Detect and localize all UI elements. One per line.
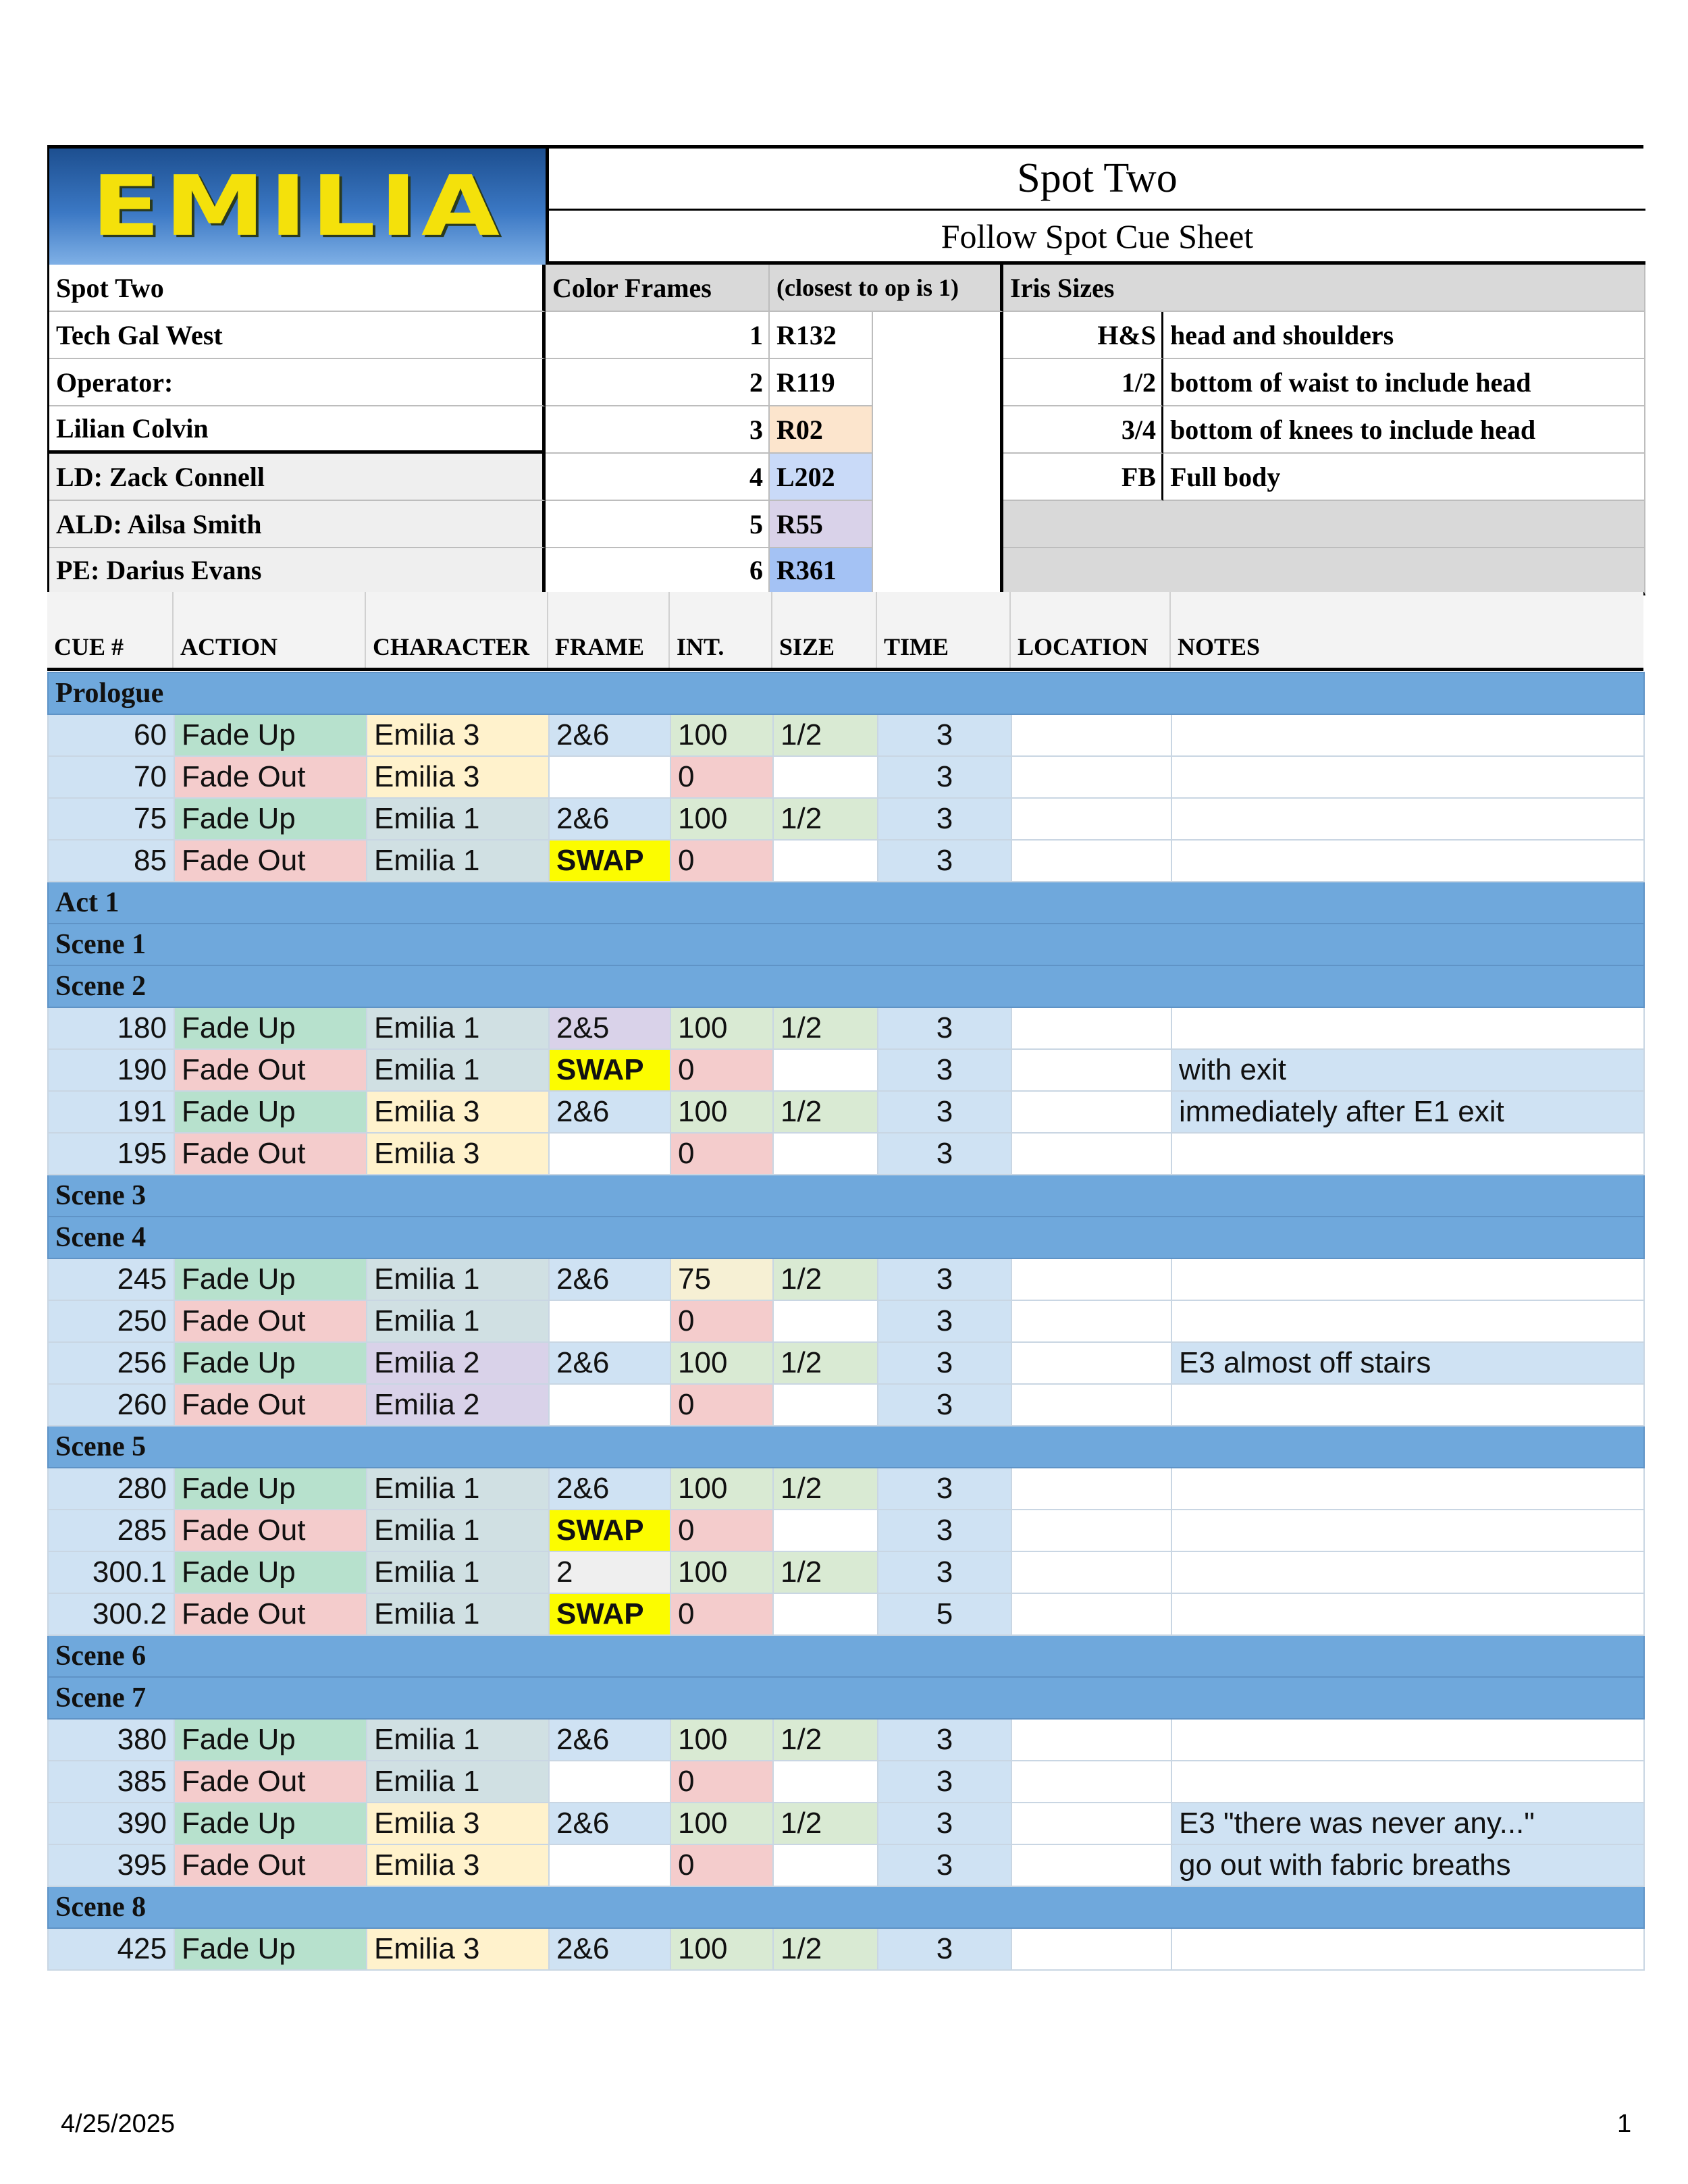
cue-frame: 2 [549, 1551, 670, 1593]
cue-row [48, 1384, 1644, 1426]
section-row [48, 1886, 1644, 1928]
cue-intensity: 0 [670, 1510, 773, 1551]
cue-character: Emilia 3 [367, 1928, 549, 1970]
cue-frame: 2&6 [549, 1803, 670, 1844]
section-title: Prologue [48, 672, 1644, 714]
cue-intensity: 100 [670, 1928, 773, 1970]
cue-number: 195 [48, 1133, 174, 1175]
header-rule [47, 668, 1643, 671]
cue-size: 1/2 [773, 1551, 878, 1593]
cue-action: Fade Out [174, 840, 367, 882]
cue-size [773, 1510, 878, 1551]
cue-character: Emilia 1 [367, 1258, 549, 1300]
cue-intensity: 0 [670, 756, 773, 798]
cue-intensity: 100 [670, 1342, 773, 1384]
cue-size: 1/2 [773, 1258, 878, 1300]
cue-row [48, 1510, 1644, 1551]
section-title: Scene 5 [48, 1426, 1644, 1468]
cue-intensity: 0 [670, 1761, 773, 1803]
section-row [48, 965, 1644, 1007]
cue-location [1011, 1133, 1171, 1175]
cue-location [1011, 1803, 1171, 1844]
frame-gel: R361 [770, 548, 873, 595]
cue-intensity: 0 [670, 840, 773, 882]
frame-gel: R55 [770, 501, 873, 548]
info-operator-name: Lilian Colvin [49, 406, 546, 454]
cue-time: 3 [878, 1007, 1011, 1049]
cue-notes [1171, 1593, 1644, 1635]
color-frames-note: (closest to op is 1) [770, 265, 1003, 312]
cue-frame: 2&6 [549, 1928, 670, 1970]
cue-intensity: 0 [670, 1049, 773, 1091]
cue-frame: SWAP [549, 1593, 670, 1635]
header-block [47, 145, 1643, 592]
iris-code: H&S [1003, 312, 1163, 359]
section-row [48, 672, 1644, 714]
cue-action: Fade Out [174, 756, 367, 798]
cue-time: 3 [878, 1384, 1011, 1426]
cue-action: Fade Out [174, 1049, 367, 1091]
cue-intensity: 75 [670, 1258, 773, 1300]
cue-intensity: 0 [670, 1844, 773, 1886]
cue-row [48, 756, 1644, 798]
cue-time: 3 [878, 714, 1011, 756]
cue-location [1011, 714, 1171, 756]
cue-action: Fade Out [174, 1300, 367, 1342]
cue-notes [1171, 1510, 1644, 1551]
cue-character: Emilia 1 [367, 1468, 549, 1510]
cue-size [773, 1049, 878, 1091]
cue-location [1011, 1300, 1171, 1342]
cue-row [48, 1593, 1644, 1635]
cue-location [1011, 1049, 1171, 1091]
cue-time: 3 [878, 1342, 1011, 1384]
cue-notes [1171, 840, 1644, 882]
cue-intensity: 0 [670, 1133, 773, 1175]
cue-time: 3 [878, 1091, 1011, 1133]
cue-location [1011, 756, 1171, 798]
cue-time: 3 [878, 1468, 1011, 1510]
cue-row [48, 1342, 1644, 1384]
info-pe: PE: Darius Evans [49, 548, 546, 595]
cue-number: 190 [48, 1049, 174, 1091]
cue-intensity: 0 [670, 1593, 773, 1635]
cue-notes [1171, 798, 1644, 840]
section-row [48, 882, 1644, 924]
cue-notes [1171, 756, 1644, 798]
cue-size: 1/2 [773, 1468, 878, 1510]
cue-frame: 2&6 [549, 1258, 670, 1300]
info-spot: Spot Two [49, 265, 546, 312]
cue-number: 75 [48, 798, 174, 840]
section-row [48, 1217, 1644, 1258]
cue-character: Emilia 1 [367, 1719, 549, 1761]
cue-notes [1171, 1928, 1644, 1970]
cue-time: 3 [878, 1133, 1011, 1175]
column-header: NOTES [1171, 592, 1643, 668]
column-header: INT. [670, 592, 772, 668]
cue-time: 5 [878, 1593, 1011, 1635]
cue-action: Fade Up [174, 1803, 367, 1844]
cue-row [48, 798, 1644, 840]
cue-number: 395 [48, 1844, 174, 1886]
frame-number: 2 [546, 359, 770, 406]
info-ald: ALD: Ailsa Smith [49, 501, 546, 548]
cue-character: Emilia 1 [367, 840, 549, 882]
cue-size: 1/2 [773, 1007, 878, 1049]
iris-description: head and shoulders [1163, 312, 1645, 359]
cue-size [773, 1300, 878, 1342]
cue-character: Emilia 1 [367, 1049, 549, 1091]
cue-notes [1171, 1133, 1644, 1175]
cue-location [1011, 1761, 1171, 1803]
cue-number: 300.2 [48, 1593, 174, 1635]
cue-character: Emilia 3 [367, 1844, 549, 1886]
cue-intensity: 100 [670, 798, 773, 840]
iris-sizes-label: Iris Sizes [1003, 265, 1645, 312]
cue-character: Emilia 3 [367, 1091, 549, 1133]
cue-character: Emilia 2 [367, 1342, 549, 1384]
cue-number: 385 [48, 1761, 174, 1803]
cue-number: 390 [48, 1803, 174, 1844]
column-header: TIME [877, 592, 1011, 668]
footer-date: 4/25/2025 [61, 2110, 176, 2138]
column-header: FRAME [548, 592, 670, 668]
frame-gel: R02 [770, 406, 873, 454]
cue-character: Emilia 1 [367, 1593, 549, 1635]
cue-row [48, 1928, 1644, 1970]
cue-intensity: 0 [670, 1384, 773, 1426]
cue-notes [1171, 1300, 1644, 1342]
cue-size: 1/2 [773, 1342, 878, 1384]
cue-frame [549, 1133, 670, 1175]
iris-code: FB [1003, 454, 1163, 501]
cue-size: 1/2 [773, 798, 878, 840]
cue-frame: 2&6 [549, 1719, 670, 1761]
cue-time: 3 [878, 1551, 1011, 1593]
cue-frame: 2&6 [549, 798, 670, 840]
cue-notes [1171, 1468, 1644, 1510]
iris-description: Full body [1163, 454, 1645, 501]
cue-character: Emilia 1 [367, 1300, 549, 1342]
cue-frame [549, 756, 670, 798]
cue-row [48, 1844, 1644, 1886]
cue-intensity: 100 [670, 1007, 773, 1049]
cue-location [1011, 840, 1171, 882]
footer-page-number: 1 [1617, 2110, 1632, 2138]
cue-number: 250 [48, 1300, 174, 1342]
column-header: CUE # [47, 592, 174, 668]
cue-time: 3 [878, 756, 1011, 798]
cue-size: 1/2 [773, 1803, 878, 1844]
cue-intensity: 100 [670, 1091, 773, 1133]
cue-size: 1/2 [773, 1091, 878, 1133]
cue-location [1011, 1342, 1171, 1384]
cue-frame: SWAP [549, 1049, 670, 1091]
cue-size [773, 1384, 878, 1426]
cue-time: 3 [878, 1258, 1011, 1300]
cue-time: 3 [878, 1049, 1011, 1091]
cue-time: 3 [878, 798, 1011, 840]
cue-character: Emilia 3 [367, 714, 549, 756]
section-row [48, 1677, 1644, 1719]
section-title: Scene 3 [48, 1175, 1644, 1217]
cue-time: 3 [878, 1719, 1011, 1761]
cue-action: Fade Up [174, 1091, 367, 1133]
cue-action: Fade Up [174, 1342, 367, 1384]
cue-frame [549, 1384, 670, 1426]
cue-location [1011, 1384, 1171, 1426]
cue-action: Fade Up [174, 1719, 367, 1761]
cue-size [773, 1133, 878, 1175]
cue-time: 3 [878, 1844, 1011, 1886]
cue-location [1011, 1593, 1171, 1635]
cue-row [48, 1468, 1644, 1510]
cue-location [1011, 1719, 1171, 1761]
cue-action: Fade Out [174, 1384, 367, 1426]
cue-action: Fade Up [174, 1928, 367, 1970]
cue-character: Emilia 3 [367, 1133, 549, 1175]
iris-code: 1/2 [1003, 359, 1163, 406]
cue-action: Fade Up [174, 1258, 367, 1300]
cue-action: Fade Up [174, 1468, 367, 1510]
cue-frame: 2&6 [549, 1091, 670, 1133]
iris-empty-row [1003, 501, 1645, 548]
cue-number: 256 [48, 1342, 174, 1384]
iris-code: 3/4 [1003, 406, 1163, 454]
frames-blank-column [873, 312, 1003, 595]
info-operator-label: Operator: [49, 359, 546, 406]
cue-row [48, 1049, 1644, 1091]
cue-frame: 2&6 [549, 714, 670, 756]
cue-frame: 2&6 [549, 1468, 670, 1510]
iris-empty-row [1003, 548, 1645, 595]
column-header: CHARACTER [366, 592, 548, 668]
cue-action: Fade Up [174, 714, 367, 756]
cue-notes [1171, 1258, 1644, 1300]
cue-row [48, 1551, 1644, 1593]
cue-row [48, 1300, 1644, 1342]
cue-location [1011, 1468, 1171, 1510]
cue-row [48, 1719, 1644, 1761]
frame-number: 3 [546, 406, 770, 454]
cue-row [48, 1803, 1644, 1844]
cue-size: 1/2 [773, 1928, 878, 1970]
sheet-title: Spot Two [546, 149, 1645, 211]
cue-frame [549, 1761, 670, 1803]
cue-number: 60 [48, 714, 174, 756]
cue-notes [1171, 1719, 1644, 1761]
frame-number: 5 [546, 501, 770, 548]
cue-number: 380 [48, 1719, 174, 1761]
cue-location [1011, 1844, 1171, 1886]
cue-size [773, 840, 878, 882]
cue-notes: E3 almost off stairs [1171, 1342, 1644, 1384]
frame-number: 6 [546, 548, 770, 595]
cue-number: 85 [48, 840, 174, 882]
cue-character: Emilia 2 [367, 1384, 549, 1426]
cue-action: Fade Up [174, 1551, 367, 1593]
section-title: Scene 7 [48, 1677, 1644, 1719]
cue-location [1011, 1510, 1171, 1551]
frame-number: 1 [546, 312, 770, 359]
section-row [48, 924, 1644, 965]
cue-row [48, 1761, 1644, 1803]
cue-frame [549, 1844, 670, 1886]
frame-number: 4 [546, 454, 770, 501]
cue-number: 300.1 [48, 1551, 174, 1593]
cue-location [1011, 1928, 1171, 1970]
cue-character: Emilia 1 [367, 1510, 549, 1551]
cue-number: 425 [48, 1928, 174, 1970]
cue-location [1011, 1551, 1171, 1593]
cue-number: 280 [48, 1468, 174, 1510]
cue-number: 191 [48, 1091, 174, 1133]
cue-notes [1171, 1384, 1644, 1426]
cue-time: 3 [878, 1510, 1011, 1551]
iris-description: bottom of knees to include head [1163, 406, 1645, 454]
section-title: Scene 8 [48, 1886, 1644, 1928]
cue-location [1011, 1007, 1171, 1049]
cue-notes: with exit [1171, 1049, 1644, 1091]
cue-sheet [47, 145, 1643, 1965]
cue-number: 70 [48, 756, 174, 798]
cue-time: 3 [878, 1803, 1011, 1844]
section-title: Scene 1 [48, 924, 1644, 965]
cue-character: Emilia 3 [367, 756, 549, 798]
cue-action: Fade Up [174, 1007, 367, 1049]
cue-action: Fade Up [174, 798, 367, 840]
cue-action: Fade Out [174, 1133, 367, 1175]
info-ld: LD: Zack Connell [49, 454, 546, 501]
cue-size: 1/2 [773, 1719, 878, 1761]
cue-size: 1/2 [773, 714, 878, 756]
cue-notes: go out with fabric breaths [1171, 1844, 1644, 1886]
cue-number: 285 [48, 1510, 174, 1551]
section-title: Act 1 [48, 882, 1644, 924]
cue-row [48, 714, 1644, 756]
frame-gel: L202 [770, 454, 873, 501]
cue-action: Fade Out [174, 1593, 367, 1635]
cue-size [773, 756, 878, 798]
column-header: LOCATION [1011, 592, 1171, 668]
cue-action: Fade Out [174, 1761, 367, 1803]
cue-number: 260 [48, 1384, 174, 1426]
cue-intensity: 100 [670, 1719, 773, 1761]
color-frames-label: Color Frames [546, 265, 770, 312]
cue-row [48, 1258, 1644, 1300]
cue-row [48, 1133, 1644, 1175]
cue-character: Emilia 1 [367, 1551, 549, 1593]
section-title: Scene 2 [48, 965, 1644, 1007]
show-logo [49, 149, 546, 265]
cue-character: Emilia 1 [367, 798, 549, 840]
cue-location [1011, 1091, 1171, 1133]
cue-row [48, 1091, 1644, 1133]
column-header: SIZE [772, 592, 877, 668]
cue-frame [549, 1300, 670, 1342]
cue-notes: immediately after E1 exit [1171, 1091, 1644, 1133]
cue-notes [1171, 1761, 1644, 1803]
cue-character: Emilia 1 [367, 1761, 549, 1803]
info-venue: Tech Gal West [49, 312, 546, 359]
section-row [48, 1635, 1644, 1677]
cue-time: 3 [878, 1300, 1011, 1342]
section-row [48, 1426, 1644, 1468]
cue-row [48, 1007, 1644, 1049]
frame-gel: R132 [770, 312, 873, 359]
cue-frame: SWAP [549, 840, 670, 882]
cue-row [48, 840, 1644, 882]
cue-notes [1171, 1007, 1644, 1049]
cue-intensity: 100 [670, 1803, 773, 1844]
cue-frame: 2&6 [549, 1342, 670, 1384]
cue-action: Fade Out [174, 1510, 367, 1551]
cue-size [773, 1844, 878, 1886]
cue-intensity: 0 [670, 1300, 773, 1342]
cue-number: 245 [48, 1258, 174, 1300]
cue-frame: 2&5 [549, 1007, 670, 1049]
cue-notes [1171, 714, 1644, 756]
iris-description: bottom of waist to include head [1163, 359, 1645, 406]
cue-notes [1171, 1551, 1644, 1593]
cue-intensity: 100 [670, 1551, 773, 1593]
cue-table [47, 672, 1645, 1971]
section-title: Scene 6 [48, 1635, 1644, 1677]
cue-action: Fade Out [174, 1844, 367, 1886]
cue-size [773, 1761, 878, 1803]
cue-time: 3 [878, 1761, 1011, 1803]
cue-location [1011, 1258, 1171, 1300]
section-title: Scene 4 [48, 1217, 1644, 1258]
cue-time: 3 [878, 840, 1011, 882]
cue-time: 3 [878, 1928, 1011, 1970]
logo-text: EMILIA [90, 158, 504, 255]
sheet-subtitle: Follow Spot Cue Sheet [546, 211, 1645, 265]
cue-character: Emilia 1 [367, 1007, 549, 1049]
cue-intensity: 100 [670, 1468, 773, 1510]
cue-notes: E3 "there was never any..." [1171, 1803, 1644, 1844]
cue-number: 180 [48, 1007, 174, 1049]
cue-frame: SWAP [549, 1510, 670, 1551]
cue-location [1011, 798, 1171, 840]
cue-size [773, 1593, 878, 1635]
section-row [48, 1175, 1644, 1217]
cue-character: Emilia 3 [367, 1803, 549, 1844]
cue-intensity: 100 [670, 714, 773, 756]
frame-gel: R119 [770, 359, 873, 406]
column-header: ACTION [174, 592, 366, 668]
